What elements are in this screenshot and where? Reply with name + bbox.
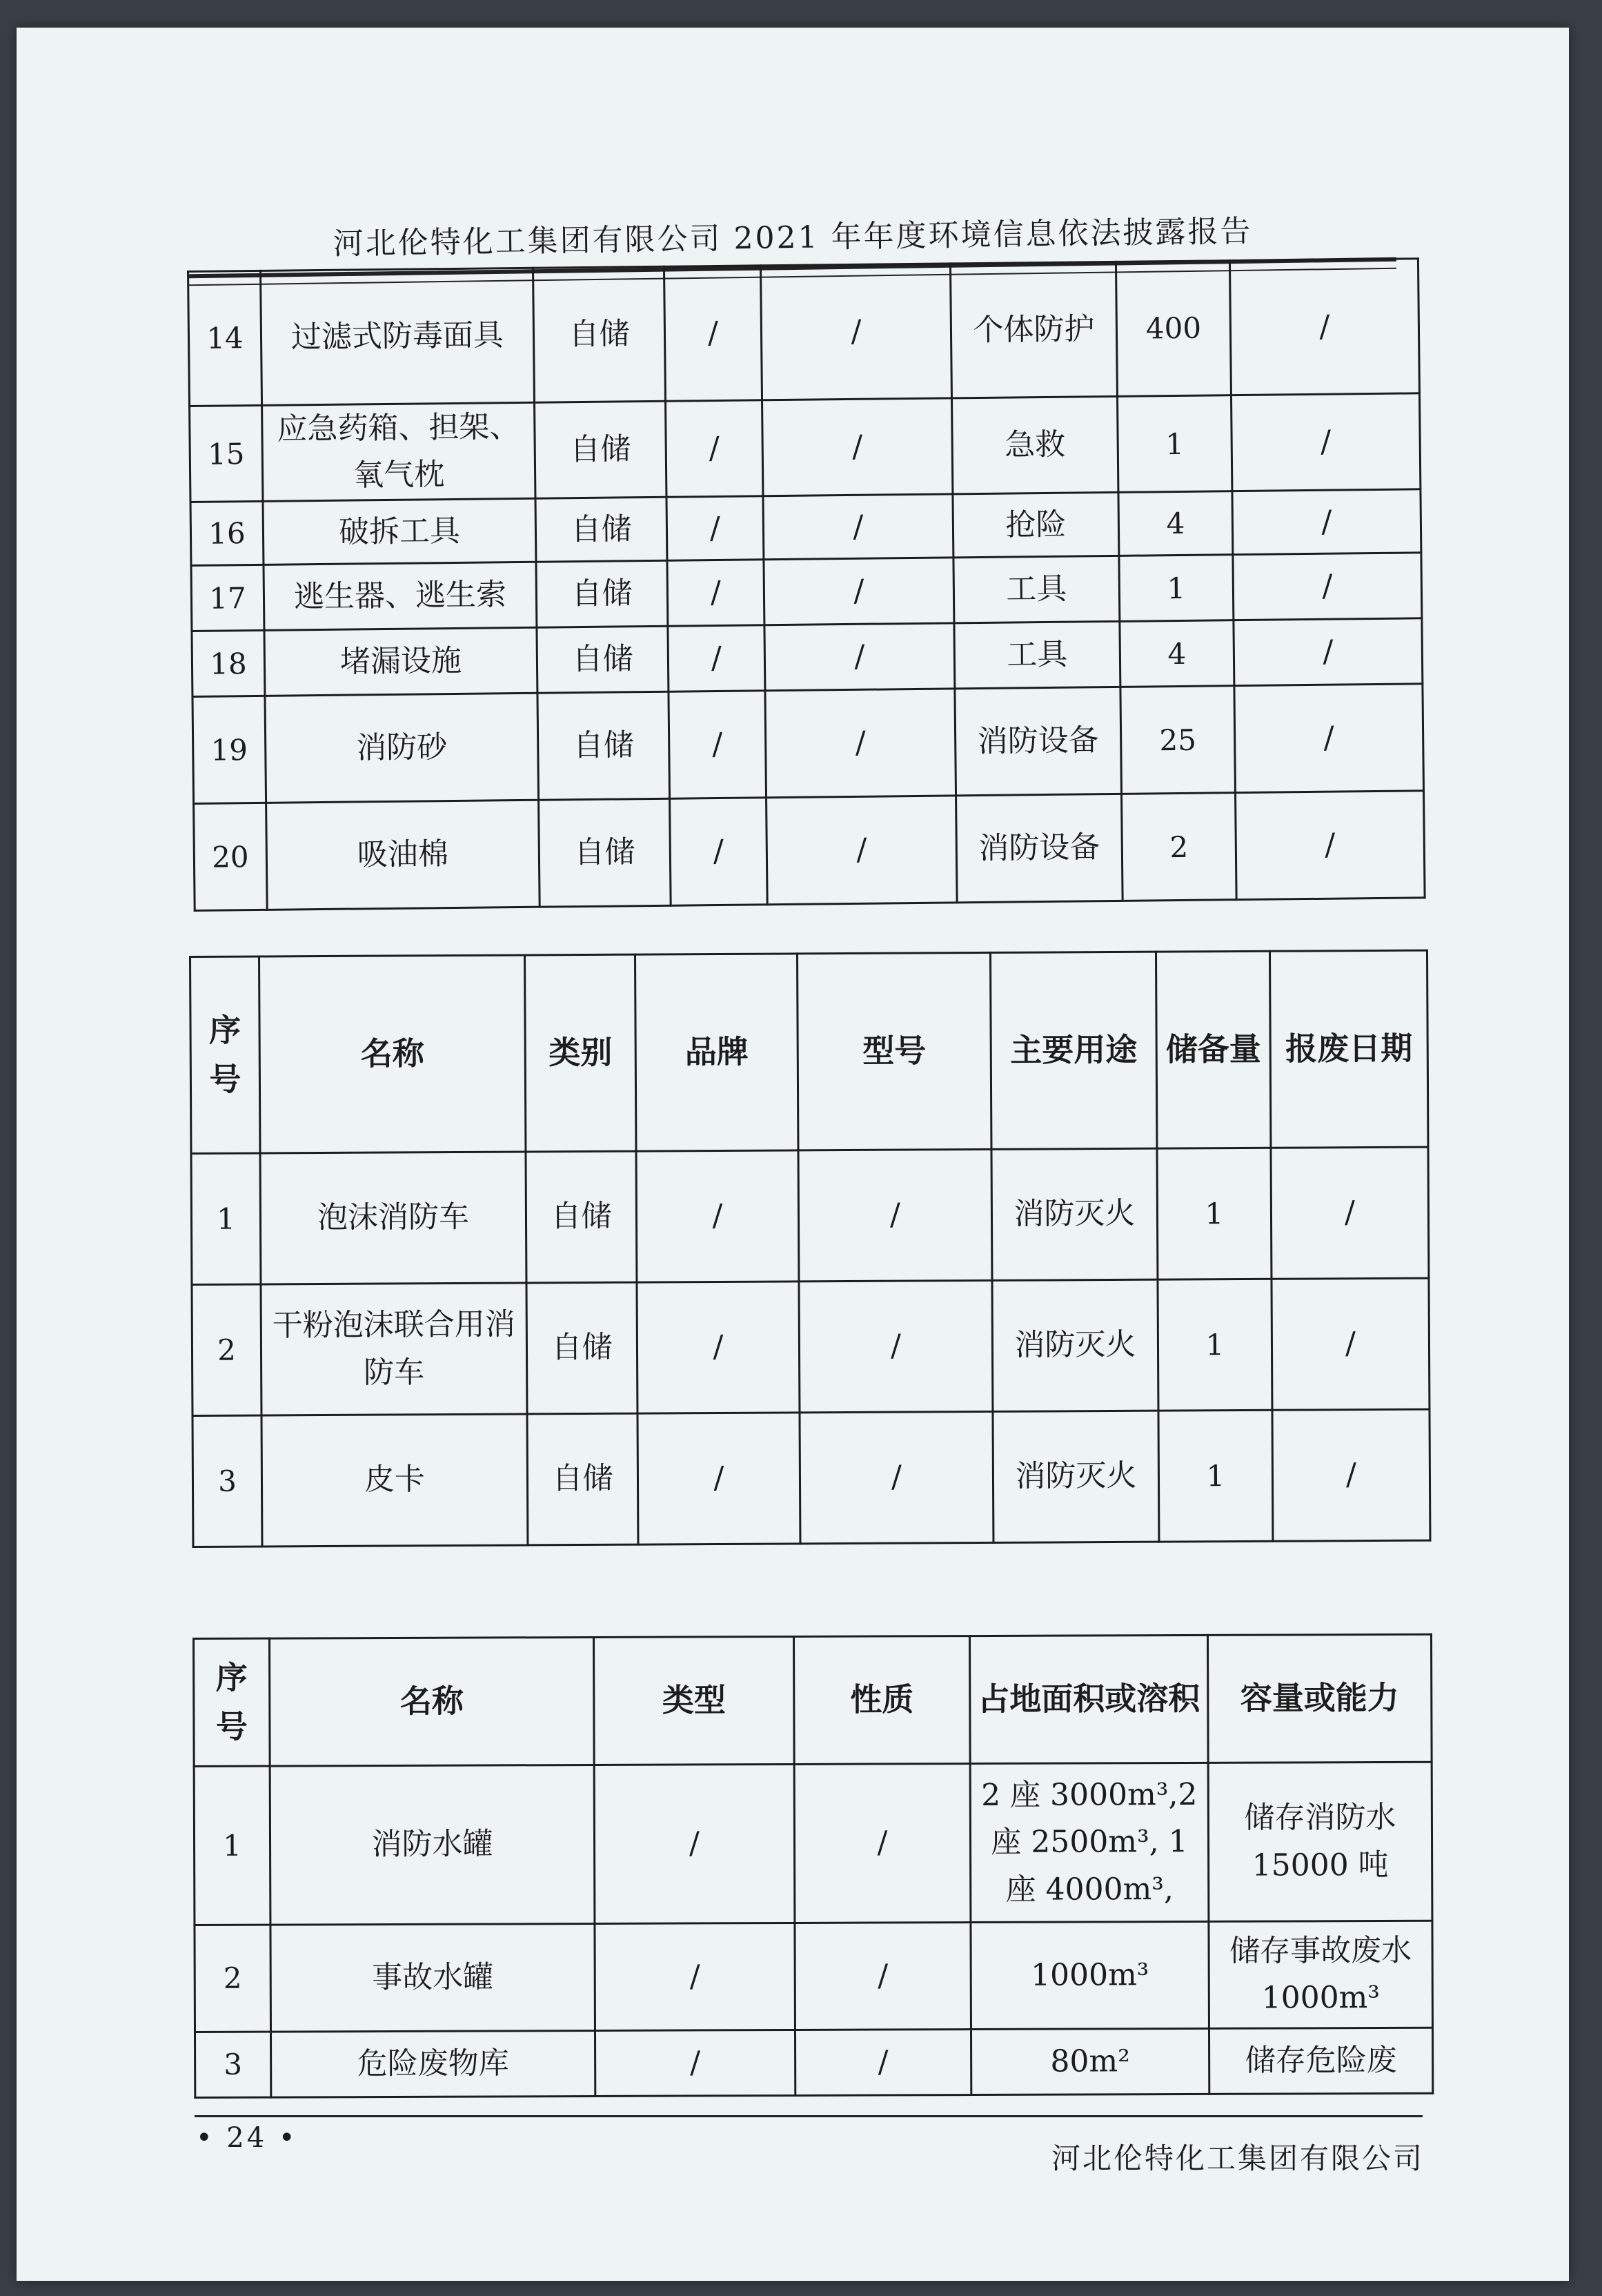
item-brand: / [666, 496, 764, 560]
item-purpose: 工具 [954, 622, 1120, 689]
facility-nature: / [794, 1764, 971, 1923]
item-name: 吸油棉 [266, 801, 540, 910]
item-scrap-date: / [1232, 489, 1421, 555]
facility-capacity: 储存危险废 [1209, 2028, 1432, 2094]
col-header-nature: 性质 [793, 1636, 970, 1765]
col-header-index: 序号 [194, 1638, 270, 1766]
item-name: 破拆工具 [263, 499, 536, 565]
col-header-name: 名称 [270, 1637, 595, 1766]
col-header-name: 名称 [259, 955, 526, 1153]
item-purpose: 个体防护 [950, 262, 1117, 398]
vehicle-brand: / [636, 1150, 799, 1282]
vehicle-quantity: 1 [1158, 1410, 1273, 1542]
item-scrap-date: / [1231, 393, 1420, 491]
footer-company-name: 河北伦特化工集团有限公司 [1051, 2141, 1425, 2175]
item-purpose: 工具 [953, 556, 1120, 624]
vehicle-name: 皮卡 [261, 1414, 528, 1547]
item-scrap-date: / [1234, 618, 1423, 686]
row-number: 19 [192, 696, 266, 804]
vehicle-scrap-date: / [1272, 1409, 1430, 1541]
item-category: 自储 [533, 266, 665, 402]
table-row [191, 1147, 1429, 1284]
row-number: 3 [192, 1415, 262, 1547]
item-brand: / [668, 625, 765, 691]
item-brand: / [670, 798, 768, 905]
table-row [190, 393, 1421, 502]
facility-name: 危险废物库 [270, 2030, 595, 2097]
vehicle-model: / [800, 1411, 993, 1543]
table-row [194, 791, 1425, 911]
vehicle-purpose: 消防灭火 [992, 1279, 1158, 1411]
table-row [192, 1278, 1430, 1415]
page-header-title: 河北伦特化工集团有限公司 2021 年年度环境信息依法披露报告 [333, 213, 1253, 262]
item-model: / [764, 623, 955, 691]
row-number: 14 [188, 271, 262, 406]
item-model: / [764, 558, 954, 625]
col-header-purpose: 主要用途 [990, 952, 1156, 1149]
facility-type: / [595, 1923, 795, 2030]
emergency-vehicles-table [189, 950, 1431, 1548]
item-name: 堵漏设施 [264, 628, 537, 696]
facility-nature: / [795, 1923, 971, 2030]
item-brand: / [667, 560, 764, 626]
vehicle-quantity: 1 [1157, 1148, 1272, 1279]
item-purpose: 消防设备 [956, 794, 1123, 903]
table-row [192, 618, 1423, 697]
item-scrap-date: / [1236, 791, 1425, 900]
item-quantity: 4 [1120, 620, 1234, 687]
row-number: 16 [190, 502, 264, 566]
col-header-quantity: 储备量 [1156, 951, 1270, 1148]
row-number: 1 [191, 1153, 261, 1285]
vehicle-scrap-date: / [1271, 1147, 1429, 1279]
vehicle-name: 干粉泡沫联合用消防车 [261, 1283, 527, 1415]
page-number: • 24 • [196, 2122, 298, 2154]
row-number: 2 [192, 1284, 261, 1416]
vehicle-scrap-date: / [1272, 1278, 1430, 1410]
item-purpose: 抢险 [953, 493, 1119, 558]
facility-nature: / [795, 2030, 971, 2096]
row-number: 3 [195, 2032, 270, 2097]
vehicle-quantity: 1 [1158, 1279, 1272, 1411]
row-number: 2 [195, 1925, 271, 2032]
item-scrap-date: / [1234, 684, 1424, 793]
vehicle-brand: / [637, 1282, 800, 1413]
table-row [188, 259, 1420, 406]
row-number: 1 [194, 1766, 270, 1925]
storage-facilities-table [192, 1633, 1434, 2099]
facility-name: 事故水罐 [270, 1923, 595, 2032]
item-scrap-date: / [1229, 259, 1419, 395]
table-header-row [194, 1634, 1432, 1766]
facility-area-volume: 80m² [971, 2028, 1209, 2094]
item-quantity: 400 [1116, 261, 1231, 397]
table-row [192, 684, 1424, 804]
item-purpose: 急救 [951, 396, 1118, 494]
item-category: 自储 [535, 498, 667, 562]
col-header-index: 序号 [190, 956, 260, 1154]
vehicle-category: 自储 [526, 1282, 637, 1414]
item-brand: / [669, 691, 767, 798]
vehicle-model: / [798, 1149, 992, 1281]
item-scrap-date: / [1233, 553, 1422, 620]
item-category: 自储 [536, 561, 668, 628]
facility-capacity: 储存事故废水 1000m³ [1209, 1921, 1433, 2028]
item-quantity: 25 [1120, 686, 1236, 794]
table-row [195, 1921, 1433, 2032]
vehicle-category: 自储 [527, 1413, 638, 1545]
item-quantity: 1 [1117, 395, 1232, 493]
item-quantity: 4 [1118, 491, 1233, 556]
col-header-scrap-date: 报废日期 [1269, 950, 1427, 1148]
item-category: 自储 [537, 627, 669, 694]
emergency-supplies-table-continued [187, 257, 1426, 912]
col-header-area-volume: 占地面积或溶积 [969, 1635, 1208, 1763]
vehicle-name: 泡沫消防车 [260, 1152, 526, 1284]
item-name: 消防砂 [265, 694, 539, 803]
vehicle-purpose: 消防灭火 [991, 1148, 1158, 1280]
vehicle-category: 自储 [526, 1151, 637, 1283]
table-row [194, 1762, 1432, 1925]
col-header-model: 型号 [797, 952, 991, 1150]
row-number: 15 [190, 405, 263, 502]
col-header-type: 类型 [594, 1636, 795, 1765]
item-model: / [763, 494, 953, 560]
item-model: / [765, 689, 956, 798]
col-header-category: 类别 [525, 954, 636, 1152]
document-page [17, 28, 1569, 2281]
item-name: 逃生器、逃生索 [264, 562, 537, 631]
table-row [191, 553, 1422, 631]
item-name: 过滤式防毒面具 [261, 268, 535, 405]
vehicle-model: / [799, 1280, 993, 1412]
item-model: / [767, 796, 958, 905]
facility-name: 消防水罐 [270, 1765, 595, 1925]
item-category: 自储 [539, 799, 671, 907]
item-brand: / [664, 266, 762, 401]
facility-type: / [594, 1764, 795, 1923]
item-model: / [762, 398, 953, 496]
item-quantity: 2 [1122, 793, 1237, 901]
item-purpose: 消防设备 [955, 687, 1122, 796]
col-header-brand: 品牌 [635, 954, 798, 1151]
item-brand: / [666, 400, 763, 498]
item-category: 自储 [535, 401, 666, 498]
table-row [192, 1409, 1430, 1547]
item-category: 自储 [537, 692, 670, 801]
facility-area-volume: 1000m³ [971, 1921, 1209, 2029]
facility-capacity: 储存消防水 15000 吨 [1208, 1762, 1432, 1921]
table-header-row [190, 950, 1428, 1153]
item-model: / [760, 264, 951, 400]
footer-rule [195, 2115, 1423, 2117]
table-row [195, 2028, 1432, 2097]
vehicle-purpose: 消防灭火 [993, 1411, 1159, 1542]
facility-area-volume: 2 座 3000m³,2 座 2500m³, 1 座 4000m³, [970, 1763, 1209, 1922]
row-number: 20 [194, 803, 268, 911]
item-name: 应急药箱、担架、氧气枕 [262, 402, 535, 502]
item-quantity: 1 [1119, 555, 1234, 622]
row-number: 18 [192, 631, 265, 697]
facility-type: / [595, 2030, 795, 2096]
vehicle-brand: / [637, 1413, 800, 1544]
row-number: 17 [191, 565, 264, 631]
col-header-capacity: 容量或能力 [1207, 1634, 1432, 1763]
